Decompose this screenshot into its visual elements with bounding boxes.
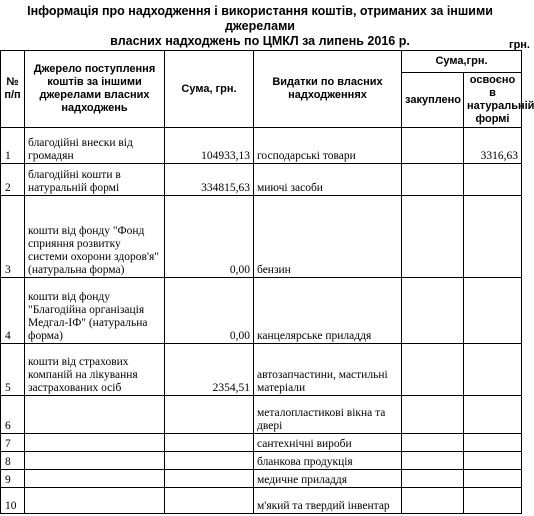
row-number: 5 [1, 344, 25, 396]
purchased-cell [402, 344, 464, 396]
expense-cell: м'який та твердий інвентар [254, 488, 402, 514]
sum-cell [165, 470, 254, 488]
source-cell [25, 470, 165, 488]
header-purchased: закуплено [402, 73, 464, 128]
header-expenses: Видатки по власних надходженнях [254, 51, 402, 128]
expense-cell: канцелярське приладдя [254, 278, 402, 344]
row-number: 3 [1, 196, 25, 278]
source-cell [25, 396, 165, 434]
natural-cell [464, 344, 522, 396]
source-cell: благодійні кошти в натуральній формі [25, 164, 165, 196]
expense-cell: металопластикові вікна та двері [254, 396, 402, 434]
purchased-cell [402, 488, 464, 514]
title-line-2: власних надходжень по ЦМКЛ за липень 2016 р. [110, 34, 410, 48]
sum-cell: 0,00 [165, 278, 254, 344]
header-num: № п/п [1, 51, 25, 128]
source-cell [25, 434, 165, 452]
sum-cell [165, 488, 254, 514]
source-cell [25, 452, 165, 470]
header-natural: освоєно в натуральній формі [464, 73, 522, 128]
row-number: 2 [1, 164, 25, 196]
row-number: 6 [1, 396, 25, 434]
expense-cell: медичне приладдя [254, 470, 402, 488]
sum-cell [165, 434, 254, 452]
natural-cell [464, 164, 522, 196]
purchased-cell [402, 434, 464, 452]
row-number: 10 [1, 488, 25, 514]
sum-cell [165, 396, 254, 434]
natural-cell [464, 470, 522, 488]
natural-cell [464, 396, 522, 434]
table-row [1, 128, 522, 164]
purchased-cell [402, 164, 464, 196]
expense-cell: бензин [254, 196, 402, 278]
title-line-1: Інформація про надходження і використання коштів, отриманих за іншими джерелами [27, 4, 493, 33]
purchased-cell [402, 128, 464, 164]
row-number: 4 [1, 278, 25, 344]
header-source: Джерело поступлення коштів за іншими джерелами власних надходжень [25, 51, 165, 128]
header-sum-group: Сума,грн. [402, 51, 522, 73]
expense-cell: миючі засоби [254, 164, 402, 196]
table-row [1, 196, 522, 278]
table-row [1, 452, 522, 470]
sum-cell: 0,00 [165, 196, 254, 278]
row-number: 9 [1, 470, 25, 488]
report-table [0, 50, 534, 514]
expense-cell: сантехнічні вироби [254, 434, 402, 452]
natural-cell [464, 278, 522, 344]
header-sum: Сума, грн. [165, 51, 254, 128]
row-number: 8 [1, 452, 25, 470]
natural-cell [464, 488, 522, 514]
table-row [1, 488, 522, 514]
source-cell [25, 488, 165, 514]
source-cell: благодійні внески від громадян [25, 128, 165, 164]
sum-cell: 2354,51 [165, 344, 254, 396]
source-cell: кошти від страхових компаній на лікування застрахованих осіб [25, 344, 165, 396]
currency-unit: грн. [508, 39, 530, 51]
table-row [1, 278, 522, 344]
sum-cell [165, 452, 254, 470]
natural-cell [464, 196, 522, 278]
expense-cell: господарські товари [254, 128, 402, 164]
sum-cell: 334815,63 [165, 164, 254, 196]
sum-cell: 104933,13 [165, 128, 254, 164]
table-row [1, 164, 522, 196]
purchased-cell [402, 196, 464, 278]
natural-cell [464, 434, 522, 452]
document-title [0, 0, 520, 48]
table-row [1, 470, 522, 488]
table-row [1, 344, 522, 396]
table-row [1, 434, 522, 452]
natural-cell: 3316,63 [464, 128, 522, 164]
purchased-cell [402, 452, 464, 470]
purchased-cell [402, 470, 464, 488]
source-cell: кошти від фонду "Благодійна організація Медгал-ІФ" (натуральна форма) [25, 278, 165, 344]
table-row [1, 396, 522, 434]
purchased-cell [402, 396, 464, 434]
expense-cell: бланкова продукція [254, 452, 402, 470]
source-cell: кошти від фонду "Фонд сприяння розвитку системи охорони здоров'я" (натуральна форма) [25, 196, 165, 278]
natural-cell [464, 452, 522, 470]
row-number: 1 [1, 128, 25, 164]
row-number: 7 [1, 434, 25, 452]
purchased-cell [402, 278, 464, 344]
expense-cell: автозапчастини, мастильні матеріали [254, 344, 402, 396]
